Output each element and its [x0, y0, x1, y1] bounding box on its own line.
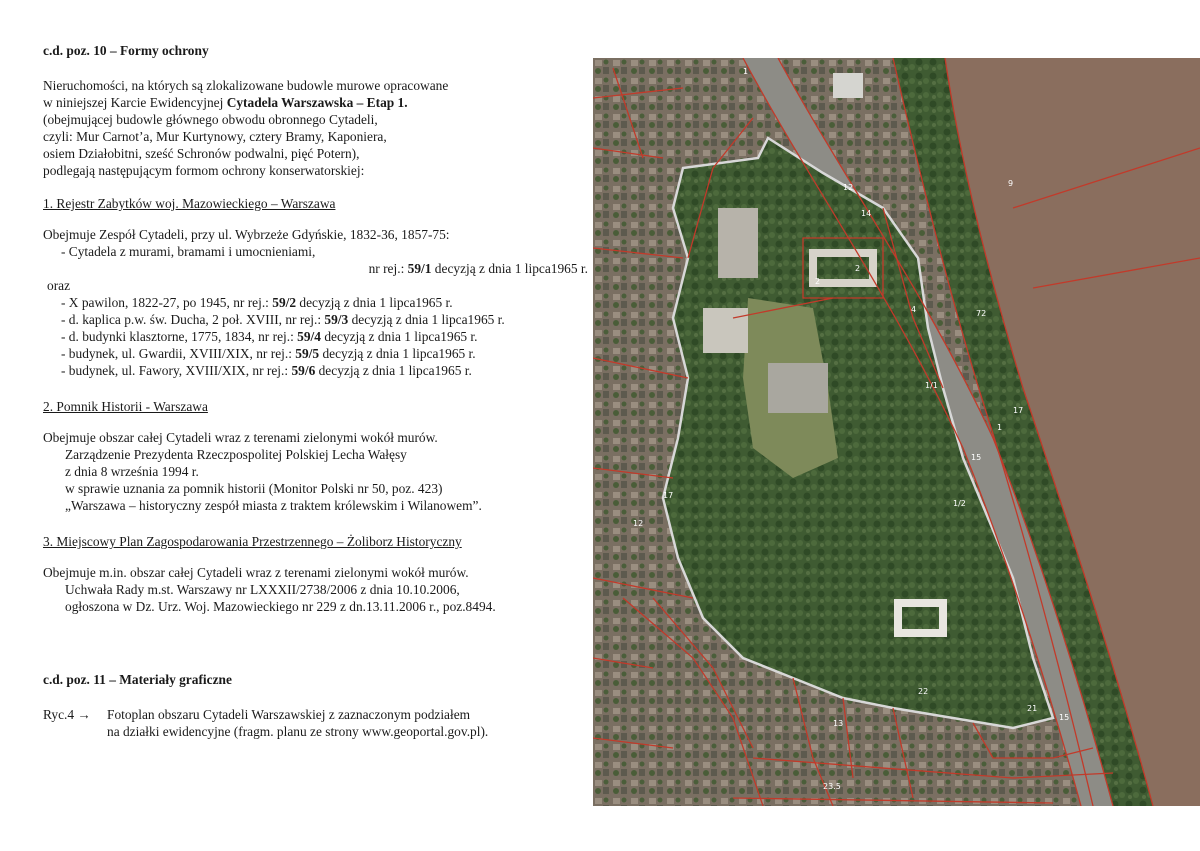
parcel-label: 1 — [997, 423, 1003, 432]
figure-label: Ryc.4 — [43, 707, 75, 722]
section-11-heading: c.d. poz. 11 – Materiały graficzne — [43, 672, 232, 687]
register-item: - budynek, ul. Fawory, XVIII/XIX, nr rej.: 59/6 decyzją z dnia 1 lipca1965 r. — [61, 363, 472, 378]
section-2-body — [43, 429, 588, 514]
parcel-label: 22 — [918, 687, 929, 696]
figure-caption — [43, 706, 588, 740]
section-1-lead: Obejmuje Zespół Cytadeli, przy ul. Wybrzeże Gdyńskie, 1832-36, 1857-75: — [43, 227, 450, 242]
parcel-label: 4 — [911, 305, 917, 314]
building — [833, 73, 863, 98]
building — [703, 308, 748, 353]
parcel-label: 14 — [861, 209, 872, 218]
intro-line: Nieruchomości, na których są zlokalizowane budowle murowe opracowane — [43, 78, 449, 93]
oraz-label: oraz — [47, 278, 71, 293]
parcel-label: 12 — [633, 519, 644, 528]
section-2-line: „Warszawa – historyczny zespół miasta z traktem królewskim i Wilanowem”. — [65, 498, 482, 513]
intro-line: (obejmującej budowle głównego obwodu obronnego Cytadeli, — [43, 112, 378, 127]
register-item: - budynek, ul. Gwardii, XVIII/XIX, nr rej.: 59/5 decyzją z dnia 1 lipca1965 r. — [61, 346, 476, 361]
parcel-label: 1/2 — [953, 499, 966, 508]
section-2-title: 2. Pomnik Historii - Warszawa — [43, 399, 208, 414]
section-1-body — [43, 226, 588, 379]
orthophoto-svg — [593, 58, 1200, 806]
section-3-line: Uchwała Rady m.st. Warszawy nr LXXXII/2738/2006 z dnia 10.10.2006, — [65, 582, 460, 597]
section-2-line: Zarządzenie Prezydenta Rzeczpospolitej Polskiej Lecha Wałęsy — [65, 447, 407, 462]
register-item: - d. budynki klasztorne, 1775, 1834, nr rej.: 59/4 decyzją z dnia 1 lipca1965 r. — [61, 329, 478, 344]
figure-caption-line: Fotoplan obszaru Cytadeli Warszawskiej z zaznaczonym podziałem — [107, 707, 471, 722]
parking-area — [768, 363, 828, 413]
parcel-label: 21 — [1027, 704, 1038, 713]
text-column — [43, 42, 588, 740]
parcel-label: 15 — [971, 453, 982, 462]
parcel-label: 17 — [663, 491, 674, 500]
parcel-label: 13 — [833, 719, 844, 728]
parcel-label: 15 — [1059, 713, 1070, 722]
intro-line: osiem Działobitni, sześć Schronów podwalni, pięć Potern), — [43, 146, 360, 161]
section-1-title: 1. Rejestr Zabytków woj. Mazowieckiego – Warszawa — [43, 196, 336, 211]
parcel-label: 17 — [1013, 406, 1024, 415]
parcel-label: 9 — [1008, 179, 1014, 188]
intro-paragraph — [43, 77, 588, 179]
intro-line: w niniejszej Karcie Ewidencyjnej Cytadela Warszawska – Etap 1. — [43, 95, 408, 110]
parcel-label: 12 — [843, 183, 854, 192]
section-10-heading: c.d. poz. 10 – Formy ochrony — [43, 43, 209, 58]
section-3-line: ogłoszona w Dz. Urz. Woj. Mazowieckiego nr 229 z dn.13.11.2006 r., poz.8494. — [65, 599, 496, 614]
parcel-label: 23.5 — [823, 782, 841, 791]
intro-bold-title: Cytadela Warszawska – Etap 1. — [226, 95, 408, 110]
parcel-label: 1 — [743, 67, 749, 76]
parcel-label: 72 — [976, 309, 987, 318]
register-item-number: nr rej.: 59/1 decyzją z dnia 1 lipca1965 r. — [368, 261, 588, 276]
building — [718, 208, 758, 278]
section-2-line: w sprawie uznania za pomnik historii (Monitor Polski nr 50, poz. 423) — [65, 481, 443, 496]
section-2-line: z dnia 8 września 1994 r. — [65, 464, 199, 479]
section-3-title: 3. Miejscowy Plan Zagospodarowania Przestrzennego – Żoliborz Historyczny — [43, 534, 462, 549]
parcel-label: 2 — [855, 264, 861, 273]
figure-caption-line: na działki ewidencyjne (fragm. planu ze strony www.geoportal.gov.pl). — [107, 724, 489, 739]
arrow-right-icon: → — [77, 707, 91, 722]
register-item: - Cytadela z murami, bramami i umocnieniami, — [61, 244, 316, 259]
parcel-label: 1/1 — [925, 381, 938, 390]
intro-line: podlegają następującym formom ochrony konserwatorskiej: — [43, 163, 365, 178]
parcel-label: 2 — [815, 277, 821, 286]
section-3-body — [43, 564, 588, 615]
section-2-line: Obejmuje obszar całej Cytadeli wraz z terenami zielonymi wokół murów. — [43, 430, 438, 445]
intro-line: czyli: Mur Carnot’a, Mur Kurtynowy, cztery Bramy, Kaponiera, — [43, 129, 387, 144]
register-item: - X pawilon, 1822-27, po 1945, nr rej.: 59/2 decyzją z dnia 1 lipca1965 r. — [61, 295, 453, 310]
cadastral-orthophoto-map — [593, 58, 1200, 806]
register-item: - d. kaplica p.w. św. Ducha, 2 poł. XVIII, nr rej.: 59/3 decyzją z dnia 1 lipca1965 r. — [61, 312, 505, 327]
section-3-line: Obejmuje m.in. obszar całej Cytadeli wraz z terenami zielonymi wokół murów. — [43, 565, 469, 580]
